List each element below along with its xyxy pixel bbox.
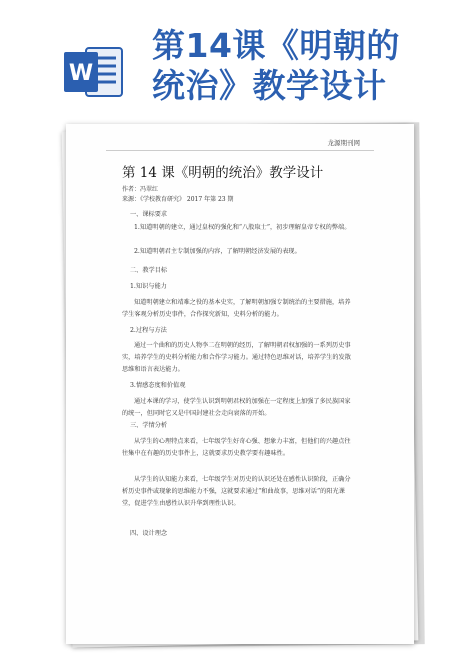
section-head-4: 四、设计理念 — [130, 530, 168, 537]
header-note: 龙源期刊网 — [327, 139, 360, 147]
banner — [0, 0, 474, 118]
header-divider — [106, 150, 374, 151]
banner-title-line1: 第14课《明朝的 — [152, 26, 400, 65]
s1-paragraph-1: 1.知道明朝的建立，通过皇权的强化和“八股取士”，初步理解皇帝专权的弊端。 — [134, 224, 351, 231]
section-head-1: 一、课标要求 — [130, 211, 168, 218]
word-icon-letter: W — [68, 61, 94, 86]
banner-title — [152, 26, 452, 106]
s3-paragraph-2: 从学生的认知能力来看，七年级学生对历史的认识还处在感性认识阶段，正确分析历史事件或现象的思维能力不强，这就要求通过“和曲故事，思维对话”的阳光课堂，促进学生由感性认识升华到理性认识。 — [122, 476, 351, 507]
document-page — [66, 124, 414, 644]
author-line: 作者：冯翠红 — [122, 186, 159, 193]
s2-paragraph-2: 通过一个曲和的历史人物李二在明朝的经历，了解明朝君权加强的一系列历史事实，培养学生的史料分析能力和合作学习能力。通过特色思维对话，培养学生的发散思维和语言表达能力。 — [122, 342, 351, 373]
banner-title-line2: 统治》教学设计 — [152, 66, 387, 105]
word-icon — [62, 40, 126, 104]
s2-paragraph-1: 知道明朝建立和靖难之役的基本史实，了解明朝加强专制统治的主要措施，培养学生客观分析历史事件，合作探究新知，史料分析的能力。 — [122, 299, 351, 318]
s2-subhead-1: 1.知识与能力 — [130, 283, 167, 290]
s2-subhead-3: 3.情感态度和价值观 — [130, 382, 186, 389]
s1-paragraph-2: 2.知道明朝君主专制加强的内容，了解明朝经济发展的表现。 — [134, 248, 301, 255]
s3-paragraph-1: 从学生的心理特点来看，七年级学生好奇心强、想象力丰富，但他们的兴趣点往往集中在有趣的历史事件上，这就要求历史教学要有趣味性。 — [122, 438, 351, 457]
s2-subhead-2: 2.过程与方法 — [130, 327, 167, 334]
source-line: 来源：《学校教育研究》 2017 年第 23 期 — [122, 196, 234, 203]
s2-paragraph-3: 通过本课的学习，使学生认识到明朝君权的加强在一定程度上加强了多民族国家的统一，但同时它又是中国封建社会走向衰落的开始。 — [122, 398, 351, 417]
document-title: 第 14 课《明朝的统治》教学设计 — [122, 165, 324, 181]
section-head-3: 三、学情分析 — [130, 422, 168, 429]
section-head-2: 二、教学目标 — [130, 267, 168, 274]
